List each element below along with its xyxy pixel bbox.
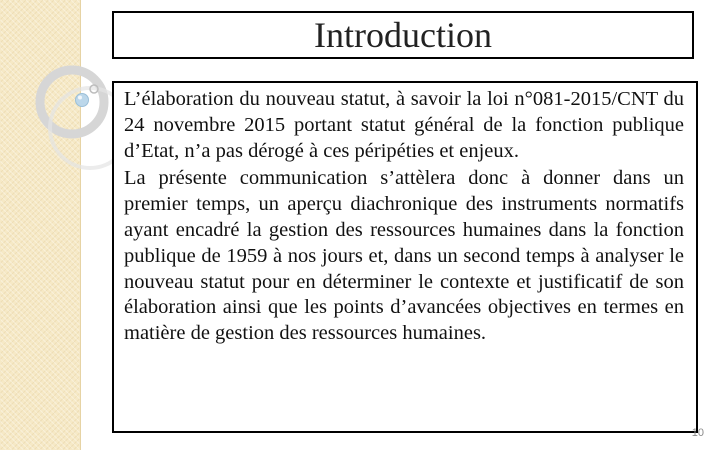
page-number: 10: [691, 427, 704, 439]
blue-dot-highlight: [78, 96, 82, 100]
title-box: [112, 11, 694, 59]
blue-decorative-dot: [76, 94, 89, 107]
decorative-circles-graphic: [0, 0, 120, 200]
content-box: [112, 81, 698, 433]
slide-title: Introduction: [314, 15, 492, 55]
paragraph-1: L’élaboration du nouveau statut, à savoir la loi n°081-2015/CNT du 24 novembre 2015 portant statut général de la fonction publique d’Etat, n’a pas dérogé à ces péripéties et enjeux.: [124, 88, 684, 162]
paragraph-2: La présente communication s’attèlera donc à donner dans un premier temps, un aperçu diachronique des instruments normatifs ayant encadré la gestion des ressources humaines dans la fonction publique de 1959 à nos jours et, dans un second temps à analyser le nouveau statut pour en déterminer le contexte et justificatif de son élaboration ainsi que les points d’avancées objectives en termes en matière de gestion des ressources humaines.: [124, 167, 684, 345]
